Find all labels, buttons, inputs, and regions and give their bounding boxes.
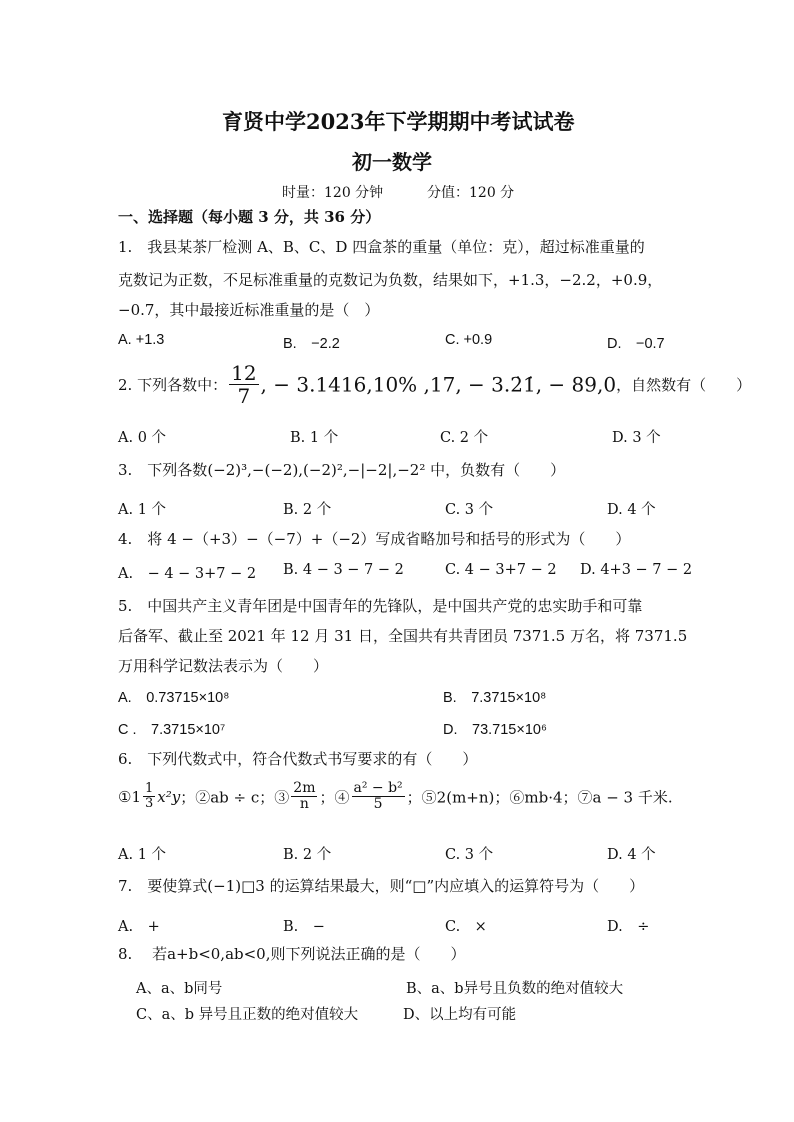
question-3 xyxy=(118,455,565,485)
q7-option-b: B. − xyxy=(283,919,325,935)
q2-suffix: ，自然数有（ ） xyxy=(616,376,752,394)
q8-option-d: D、以上均有可能 xyxy=(403,1007,517,1023)
question-5-line-2: 后备军、截止至 2021 年 12 月 31 日，全国共有共青团员 7371.5 万名，将 7371.5 xyxy=(118,627,688,645)
q5-option-d: D. 73.715×10⁶ xyxy=(443,722,547,738)
q8-option-b: B、a、b异号且负数的绝对值较大 xyxy=(406,981,624,997)
q3-option-d: D. 4 个 xyxy=(607,502,656,518)
q6-item-1-denominator: 3 xyxy=(145,796,154,812)
exam-title: 育贤中学2023年下学期期中考试试卷 xyxy=(222,109,575,134)
q6-item-3-denominator: n xyxy=(299,796,309,813)
q1-option-c: C. +0.9 xyxy=(445,332,493,348)
q2-fraction-numerator: 12 xyxy=(231,361,257,385)
section-heading: 一、选择题（每小题 3 分，共 36 分） xyxy=(118,208,381,226)
q2-numbers: , − 3.1416,10% ,17, − 3.2̇1̇, − 89,0 xyxy=(260,372,617,397)
time-limit: 时量：120 分钟 xyxy=(282,185,384,201)
q3-option-c: C. 3 个 xyxy=(445,502,494,518)
q7-option-a: A. + xyxy=(118,919,160,935)
question-5-line-3: 万用科学记数法表示为（ ） xyxy=(118,657,329,675)
question-1-line-3: −0.7，其中最接近标准重量的是（ ） xyxy=(118,301,380,319)
q4-option-b: B. 4 − 3 − 7 − 2 xyxy=(283,562,404,578)
q7-option-d: D. ÷ xyxy=(607,919,650,935)
q2-fraction-denominator: 7 xyxy=(237,384,251,408)
q6-item-4-denominator: 5 xyxy=(373,796,383,813)
q5-option-a: A. 0.73715×10⁸ xyxy=(118,690,230,706)
q6-item-1-tail: x²y xyxy=(157,787,181,806)
q2-option-a: A. 0 个 xyxy=(118,430,167,446)
question-7: 7. 要使算式(−1)□3 的运算结果最大，则“□”内应填入的运算符号为（ ） xyxy=(118,877,645,895)
q4-option-c: C. 4 − 3+7 − 2 xyxy=(445,562,557,578)
q4-option-d: D. 4+3 − 7 − 2 xyxy=(580,562,693,578)
q3-expression: (−2)³,−(−2),(−2)²,−|−2|,−2² xyxy=(207,461,426,479)
q4-option-a: A. − 4 − 3+7 − 2 xyxy=(118,566,257,582)
q6-option-a: A. 1 个 xyxy=(118,847,167,863)
q6-item-4-numerator: a² − b² xyxy=(353,780,403,796)
question-2 xyxy=(118,362,751,407)
q2-option-b: B. 1 个 xyxy=(290,430,339,446)
q6-item-3-fraction xyxy=(291,781,317,813)
q5-option-b: B. 7.3715×10⁸ xyxy=(443,690,547,706)
q1-option-d: D. −0.7 xyxy=(607,336,665,352)
q6-item-1-label: ①1 xyxy=(118,787,141,806)
q3-option-a: A. 1 个 xyxy=(118,502,167,518)
question-1-line-2: 克数记为正数，不足标准重量的克数记为负数，结果如下，+1.3，−2.2，+0.9， xyxy=(118,271,663,289)
q6-item-2: ；②ab ÷ c；③ xyxy=(180,788,290,807)
question-1-line-1: 1. 我县某茶厂检测 A、B、C、D 四盒茶的重量（单位：克），超过标准重量的 xyxy=(118,238,645,256)
total-score: 分值：120 分 xyxy=(427,185,515,201)
q6-option-c: C. 3 个 xyxy=(445,847,494,863)
q2-option-c: C. 2 个 xyxy=(440,430,489,446)
q2-fraction xyxy=(229,362,258,407)
q6-item-1-fraction xyxy=(143,782,155,812)
question-6: 6. 下列代数式中，符合代数式书写要求的有（ ） xyxy=(118,750,478,768)
question-8: 8. 若a+b<0,ab<0,则下列说法正确的是（ ） xyxy=(118,945,466,963)
q6-option-b: B. 2 个 xyxy=(283,847,332,863)
q6-expressions xyxy=(118,781,673,813)
q6-item-3-numerator: 2m xyxy=(293,780,316,796)
q6-item-4-fraction xyxy=(352,781,405,813)
q2-option-d: D. 3 个 xyxy=(612,430,661,446)
q8-option-c: C、a、b 异号且正数的绝对值较大 xyxy=(136,1007,359,1023)
subject-title: 初一数学 xyxy=(352,150,432,174)
q3-prefix: 3. 下列各数 xyxy=(118,461,208,479)
q3-option-b: B. 2 个 xyxy=(283,502,332,518)
q7-option-c: C. × xyxy=(445,919,487,935)
q2-prefix: 2. 下列各数中： xyxy=(118,376,228,394)
question-4: 4. 将 4 −（+3）−（−7）+（−2）写成省略加号和括号的形式为（ ） xyxy=(118,530,631,548)
q1-option-a: A. +1.3 xyxy=(118,332,165,348)
q6-option-d: D. 4 个 xyxy=(607,847,656,863)
q6-item-5-to-7: ；⑤2(m+n)；⑥mb·4；⑦a − 3 千米. xyxy=(406,788,673,807)
q1-option-b: B. −2.2 xyxy=(283,336,340,352)
q3-suffix: 中，负数有（ ） xyxy=(425,461,566,479)
question-5-line-1: 5. 中国共产主义青年团是中国青年的先锋队，是中国共产党的忠实助手和可靠 xyxy=(118,597,643,615)
q8-option-a: A、a、b同号 xyxy=(136,981,223,997)
q5-option-c: C . 7.3715×10⁷ xyxy=(118,722,226,738)
q6-item-1-numerator: 1 xyxy=(145,781,154,797)
q6-item-4-label: ；④ xyxy=(319,788,350,807)
